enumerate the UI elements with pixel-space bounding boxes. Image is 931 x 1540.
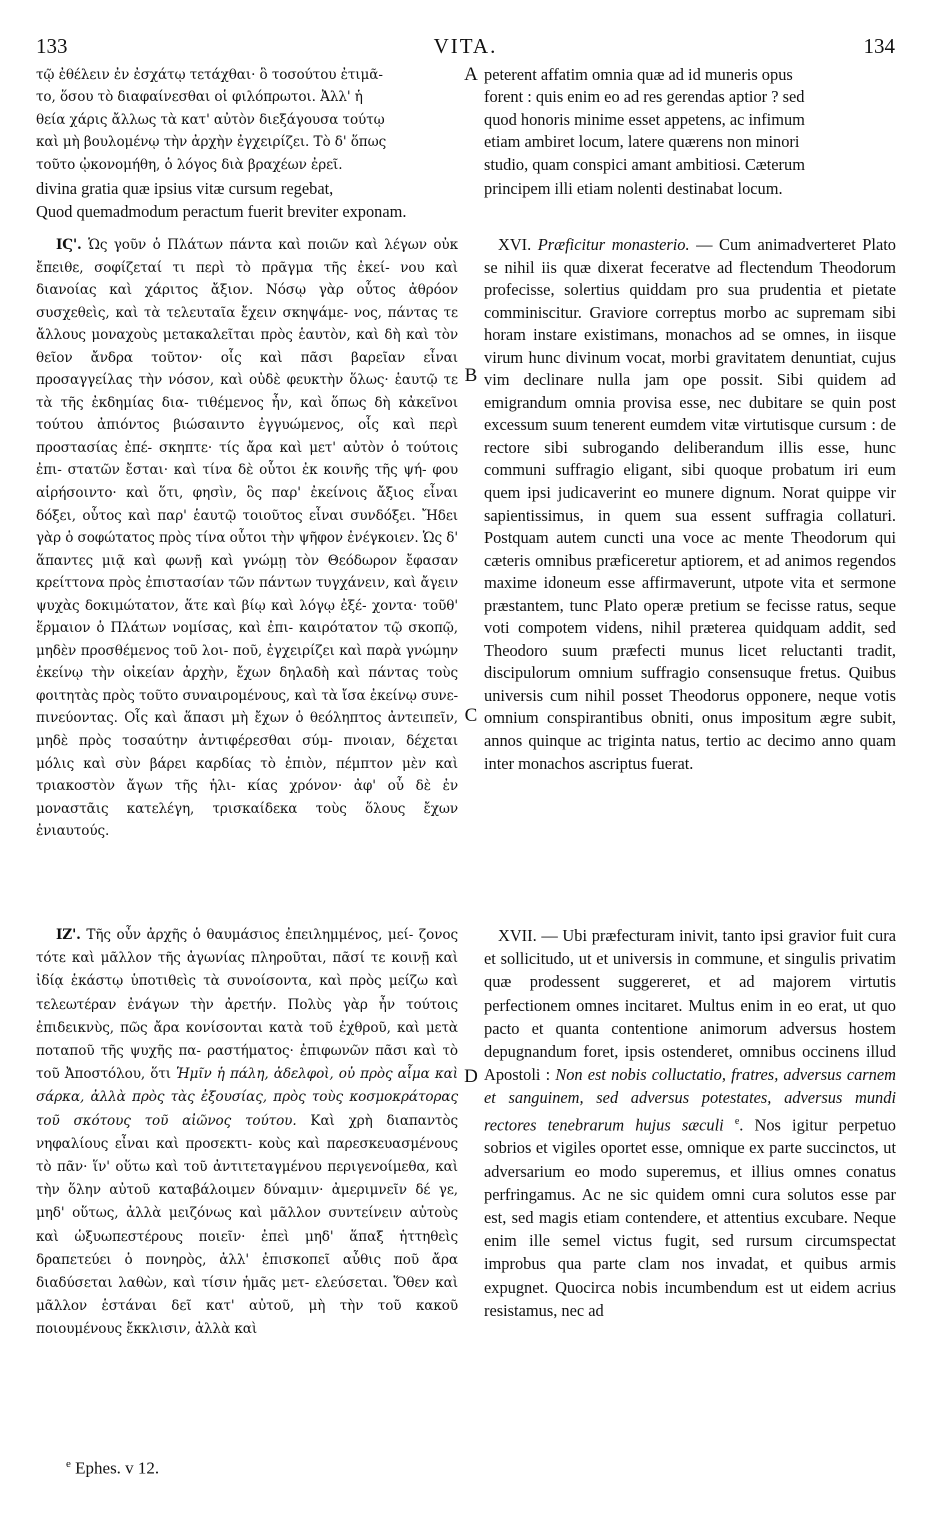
right-page-number: 134 <box>863 34 895 58</box>
greek-section-text-cont: Καὶ χρὴ διαπαντὸς νηφαλίους εἶναι καὶ προσεκτι- κοὺς καὶ παρεσκευασμένους τὸ πᾶν· ἵν' οὕτω καὶ τοῦ ἀντιτεταγμένου περιγενοίμεθα, καὶ τὴν ὅλην αὐτοῦ καταβάλοιμεν δύναμιν· ἀμεριμνεῖν δέ γε, μηδ' οὕτως, ἀλλὰ μειζόνως καὶ μᾶλλον συντείνειν αὐτοὺς καὶ ὡξυωπεστέρους ποιεῖν· ἐπεὶ μηδ' ἅπαξ ἡττηθεὶς δραπετεύει ὁ πονηρὸς, ἀλλ' ἐπισκοπεῖ αὖθις ποῦ ἄρα διαδύσεται λαθὼν, καὶ τίσιν ἡμᾶς μετ- ελεύσεται. Ὅθεν καὶ μᾶλλον ἑστάναι δεῖ κατ' αὐτοῦ, μὴ τὴν τοῦ κακοῦ ποιουμένους ἔκκλισιν, ἀλλὰ καὶ <box>36 1112 459 1338</box>
running-title: VITA. <box>433 34 498 58</box>
latin-line: studio, quam conspici amant ambitiosi. Cæterum <box>484 154 805 174</box>
latin-full-right: principem illi etiam nolenti destinabat locum. <box>484 179 783 198</box>
running-header <box>36 34 895 62</box>
latin-section-17 <box>484 924 896 1322</box>
left-page-number: 133 <box>36 34 68 58</box>
latin-line: quod honoris minime esset appetens, ac infimum <box>484 109 805 129</box>
margin-letter-b: B <box>464 365 478 386</box>
margin-letter-c: C <box>464 705 478 726</box>
latin-section-number: XVI. <box>498 235 532 254</box>
latin-line: forent : quis enim eo ad res gerendas aptior ? sed <box>484 87 805 107</box>
greek-line: το, ὅσου τὸ διαφαίνεσθαι οἱ φιλόπρωτοι. Ἀλλ' ἡ <box>36 89 363 106</box>
latin-section-text: — Cum animadverteret Plato se nihil iis quæ dixerat feceratve ad flectendum Theodorum profecisse, solertius quiddam pro sua prudentia et pietate comminiscitur. Graviore correptus morbo ac supremam sibi horam instare existimans, monachos ad se omnes, in iisque virum hunc divinum vocat, morbi gravitatem denuntiat, cujus vim declinare nulla jam ope possit. Sibi quidem ad emigrandum omnia provisa esse, nec dubitare se quin post excessum suum tenerent eumdem vitæ virtutisque cursum : de rectore sibi subrogando deliberandum illis esse, hunc communi suffragio eligant, sibi quoque probatum iri eum quem ipsi judicaverint eo munere dignum. Norat quippe vir sapientissimus, in quem sua essent suffragia collaturi. Postquam autem cuncti una voce ac mente Theodorum qui cæteris omnibus præficeretur aptiorem, et ad animos regendos maxime idoneum esse affirmaverunt, utpote vita et sermone præstantem, tunc Plato operæ pretium se fecisse ratus, seque voti compotem videns, nihil præterea quidquam addit, sed Theodoro suum præfecti munus licet reluctanti tradit, discipulorum omnium suffragio consensuque fretus. Quibus universis cum nihil posset Theodorus opponere, neque votis omnium conspirantibus obniti, onus impositum ægre subit, annos quinque ac triginta natus, tertio ac decimo anno quam inter monachos ascriptus fuerat. <box>484 235 896 773</box>
greek-line: καὶ μὴ βουλομένῳ τὴν ἀρχὴν ἐγχειρίζει. Τὸ δ' ὅπως <box>36 134 387 151</box>
latin-section-text: — Ubi præfecturam inivit, tanto ipsi gravior fuit cura et sollicitudo, ut et universis in commune, et singulis privatim quæ prodessent suggereret, et ad majorem virtutis perfectionem omnes incitaret. Multus enim in eo erat, ut quo pacto et quanta contentione animorum adversus hostem depugnandum foret, ipsis ostenderet, omnibus occinens illud Apostoli : <box>484 926 896 1085</box>
latin-section-title: Præficitur monasterio. <box>537 235 690 254</box>
greek-section-16 <box>36 234 458 843</box>
margin-letter-d: D <box>464 1066 478 1087</box>
footnote <box>66 1458 159 1479</box>
greek-line: τῷ ἐθέλειν ἐν ἐσχάτῳ τετάχθαι· ὃ τοσούτου ἐτιμᾶ- <box>36 67 383 83</box>
latin-section-text-cont: . Nos igitur perpetuo sobrios et vigiles oportet esse, omnique ex parte succinctos, ut adversarium eo modo superemus, et illius omnes conatus perfringamus. Ac ne sic quidem omni cura solutos esse par est, sed magis etiam contendere, et attentius excubare. Neque enim ille semel victus fugit, sed rursum circumspectat improbus qua parte clam nos invadat, et quibus armis expugnet. Quocirca nobis incumbendum est ut eidem acrius resistamus, nec ad <box>484 1115 896 1320</box>
latin-scripture-quote: Non est nobis colluctatio, fratres, adversus carnem et sanguinem, sed adversus potestates, adversus mundi rectores tenebrarum hujus sæculi <box>484 1065 896 1135</box>
latin-intro-full-line-2: Quod quemadmodum peractum fuerit breviter exponam. <box>36 202 407 221</box>
latin-line: etiam ambiret locum, latere quærens non minori <box>484 132 800 152</box>
latin-section-number: XVII. <box>498 926 537 945</box>
greek-line: θεία χάρις ἄλλως τὰ κατ' αὐτὸν διεξάγουσα τούτῳ <box>36 111 385 128</box>
greek-line: τοῦτο ᾠκονομήθη, ὁ λόγος διὰ βραχέων ἐρεῖ. <box>36 156 343 173</box>
latin-full-left: divina gratia quæ ipsius vitæ cursum regebat, <box>36 179 334 198</box>
latin-line: peterent affatim omnia quæ ad id muneris opus <box>484 65 793 84</box>
greek-section-text: Τῆς οὖν ἀρχῆς ὁ θαυμάσιος ἐπειλημμένος, μεί- ζονος τότε καὶ μᾶλλον τῆς ἀγωνίας πληροῦται, πᾶσί τε κοινῇ καὶ ἰδίᾳ ἑκάστῳ ὑποτιθεὶς τὰ συνοίσοντα, καὶ πρὸς μείζω καὶ τελεωτέραν ἐνάγων τὴν ἀρετήν. Πολὺς γὰρ ἦν τούτοις ἐπιδεικνὺς, πῶς ἄρα κονίσονται κατὰ τοῦ ἐχθροῦ, καὶ μετὰ ποταποῦ τῆς ψυχῆς πα- ραστήματος· ἐπιφωνῶν πᾶσι καὶ τὸ τοῦ Ἀποστόλου, ὅτι <box>36 927 458 1083</box>
greek-section-number: ΙϚ'. <box>56 237 82 253</box>
margin-letter-a: A <box>464 64 478 85</box>
latin-section-16 <box>484 234 896 775</box>
footnote-mark: e <box>66 1458 71 1470</box>
greek-scripture-quote: Ἡμῖν ἡ πάλη, ἀδελφοὶ, οὐ πρὸς αἷμα καὶ σάρκα, ἀλλὰ πρὸς τὰς ἐξουσίας, πρὸς τοὺς κοσμοκράτορας τοῦ σκότους τοῦ αἰῶνος τούτου. <box>36 1066 458 1129</box>
greek-section-number: ΙΖ'. <box>56 927 81 943</box>
latin-intro-full-line-1 <box>36 178 896 200</box>
greek-intro <box>36 64 458 176</box>
latin-intro <box>484 64 896 176</box>
footnote-reference: e <box>734 1115 740 1127</box>
greek-section-17 <box>36 924 458 1342</box>
greek-section-text: Ὡς γοῦν ὁ Πλάτων πάντα καὶ ποιῶν καὶ λέγων οὐκ ἔπειθε, σοφίζεταί τι περὶ τὸ πρᾶγμα τῆς ἐκεί- νου καὶ διανοίας καὶ χάριτος ἄξιον. Νόσῳ γὰρ οὗτος ἀθρόον συσχεθεὶς, καὶ τὰ τελευταῖα ἔχειν σκηψάμε- νος, πάντας τε ἄλλους μοναχοὺς μετακαλεῖται πρὸς ἑαυτὸν, καὶ δὴ καὶ τὸν θεῖον ἄνδρα τοῦτον· οἷς καὶ πᾶσι βαρεῖαν εἶναι προσαγγείλας τὴν νόσον, καὶ οὐδὲ φευκτὴν ὅλως· ἑαυτῷ τε τὰ τῆς ἐκδημίας δια- τιθέμενος ἦν, καὶ ὅπως δὴ κἀκεῖνοι τούτου ἀπιόντος βιώσαιντο ἐγγυώμενος, οἷς καὶ περὶ προστασίας ἐπέ- σκηπτε· τίς ἄρα καὶ μετ' αὐτὸν ὁ τούτοις ἐπι- στατῶν ἔσται· καὶ τίνα δὲ οὗτοι ἐκ κοινῆς τῆς ψή- φου αἱρήσοιντο· καὶ ὅτι, φησὶν, ὃς παρ' ἐκείνοις ἄξιος εἶναι δόξει, οὗτος καὶ παρ' ἑαυτῷ τοιοῦτος εἶναι συνδόξει. Ἤδει γὰρ ὁ σοφώτατος πρὸς τίνα οὗτοι τὴν ψῆφον ἐνέγκοιεν. Ὡς δ' ἅπαντες μιᾷ καὶ φωνῇ καὶ γνώμῃ τὸν Θεόδωρον ἔφασαν κρείττονα πρὸς ἐπιστασίαν τῶν πάντων τυγχάνειν, καὶ ἄγειν ψυχὰς δοκιμώτατον, ἅτε καὶ βίῳ καὶ λόγῳ ἐξέ- χοντα· τοῦθ' ἕρμαιον ὁ Πλάτων νομίσας, καὶ ἐπι- καιρότατον τῷ σκοπῷ, μηδὲν προσθέμενος τοῦ λοι- ποῦ, ἐγχειρίζει καὶ παρὰ γνώμην ἐκείνῳ τὴν οἰκείαν ἀρχὴν, ἔχων δηλαδὴ καὶ πάντας τοὺς φοιτητὰς πρὸς τοῦτο συναιρομένους, καὶ τὰ ἴσα ἐκείνῳ συνε- πινεύοντας. Οἷς καὶ ἅπασι μὴ ἔχων ὁ θεόληπτος ἀντειπεῖν, μηδὲ πρὸς τοσαύτην ἀντιφέρεσθαι σύμ- πνοιαν, δέχεται μόλις καὶ σὺν βάρει καρδίας τὸ ἐπιὸν, πέμπτον μὲν καὶ τριακοστὸν ἄγων τῆς ἡλι- κίας χρόνον· ἀφ' οὗ δὲ ἐν μοναστᾶις κατελέγη, τρισκαίδεκα τοὺς ὅλους ἔχων ἐνιαυτούς. <box>36 237 458 840</box>
footnote-text: Ephes. v 12. <box>75 1458 160 1478</box>
